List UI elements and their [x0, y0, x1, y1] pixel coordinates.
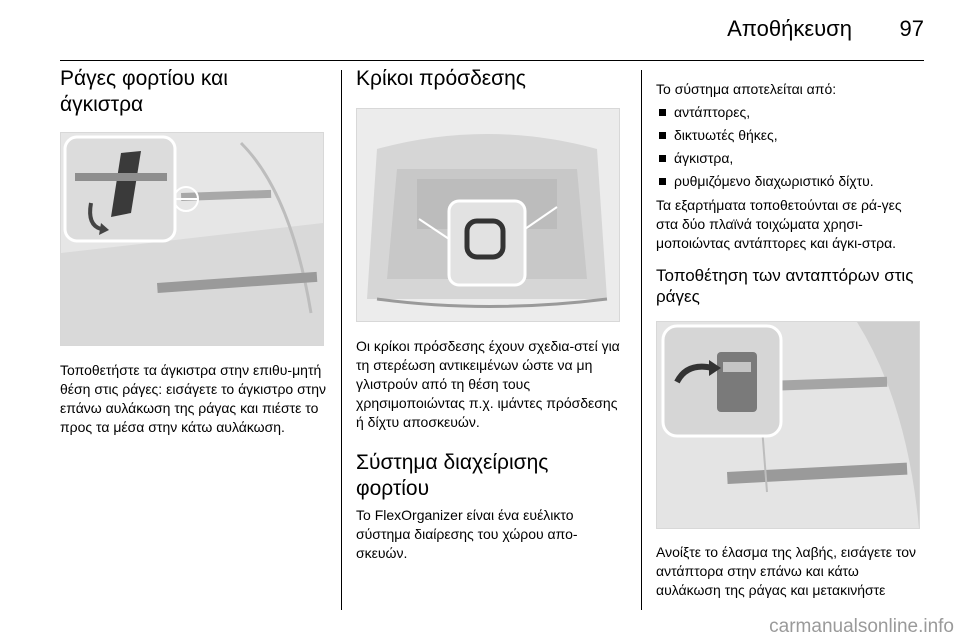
column-divider-2: [641, 70, 642, 610]
column-2: [356, 66, 626, 563]
system-intro: Το σύστημα αποτελείται από:: [656, 81, 837, 97]
adapter-install-drawing: [657, 322, 919, 528]
column-divider-1: [341, 70, 342, 610]
adapter-install-figure: [656, 321, 920, 529]
components-list: [656, 103, 924, 191]
lashing-eyes-figure: [356, 108, 620, 322]
rails-hooks-figure: [60, 132, 324, 346]
list-item: αντάπτορες,: [656, 103, 924, 122]
rails-hooks-heading: Ράγες φορτίου και άγκιστρα: [60, 67, 228, 116]
lashing-eyes-heading: Κρίκοι πρόσδεσης: [356, 67, 526, 90]
watermark: carmanualsonline.info: [769, 616, 954, 637]
page-number: 97: [899, 16, 924, 41]
list-item: δικτυωτές θήκες,: [656, 126, 924, 145]
column-1: [60, 66, 328, 437]
components-text: Τα εξαρτήματα τοποθετούνται σε ρά-γες στα δύο πλαϊνά τοιχώματα χρησι-μοποιώντας αντάπτορες και άγκι-στρα.: [656, 197, 902, 251]
rails-hooks-caption: Τοποθετήστε τα άγκιστρα στην επιθυ-μητή θέση στις ράγες: εισάγετε το άγκιστρο στην επάνω αυλάκωση της ράγας και πιέστε το προς τα μέσα στην κάτω αυλάκωση.: [60, 362, 327, 435]
cargo-system-heading: Σύστημα διαχείρισης φορτίου: [356, 451, 549, 500]
rails-hooks-drawing: [61, 133, 323, 345]
list-item: ρυθμιζόμενο διαχωριστικό δίχτυ.: [656, 172, 924, 191]
section-title: Αποθήκευση: [727, 16, 852, 41]
lashing-eyes-drawing: [357, 109, 619, 321]
page-header: [0, 0, 960, 58]
column-3: [656, 80, 924, 600]
lashing-eyes-text: Οι κρίκοι πρόσδεσης έχουν σχεδια-στεί για τη στερέωση αντικειμένων ώστε να μη γλιστρούν από τη θέση τους χρησιμοποιώντας π.χ. ιμάντες πρόσδεσης ή δίχτυ αποσκευών.: [356, 338, 620, 430]
adapter-install-caption: Ανοίξτε το έλασμα της λαβής, εισάγετε τον αντάπτορα στην επάνω και κάτω αυλάκωση της ράγας και μετακινήστε: [656, 544, 917, 598]
header-divider: [60, 60, 924, 61]
adapter-install-heading: Τοποθέτηση των ανταπτόρων στις ράγες: [656, 266, 914, 306]
cargo-system-text: Το FlexOrganizer είναι ένα ευέλικτο σύστημα διαίρεσης του χώρου απο-σκευών.: [356, 507, 578, 561]
list-item: άγκιστρα,: [656, 149, 924, 168]
